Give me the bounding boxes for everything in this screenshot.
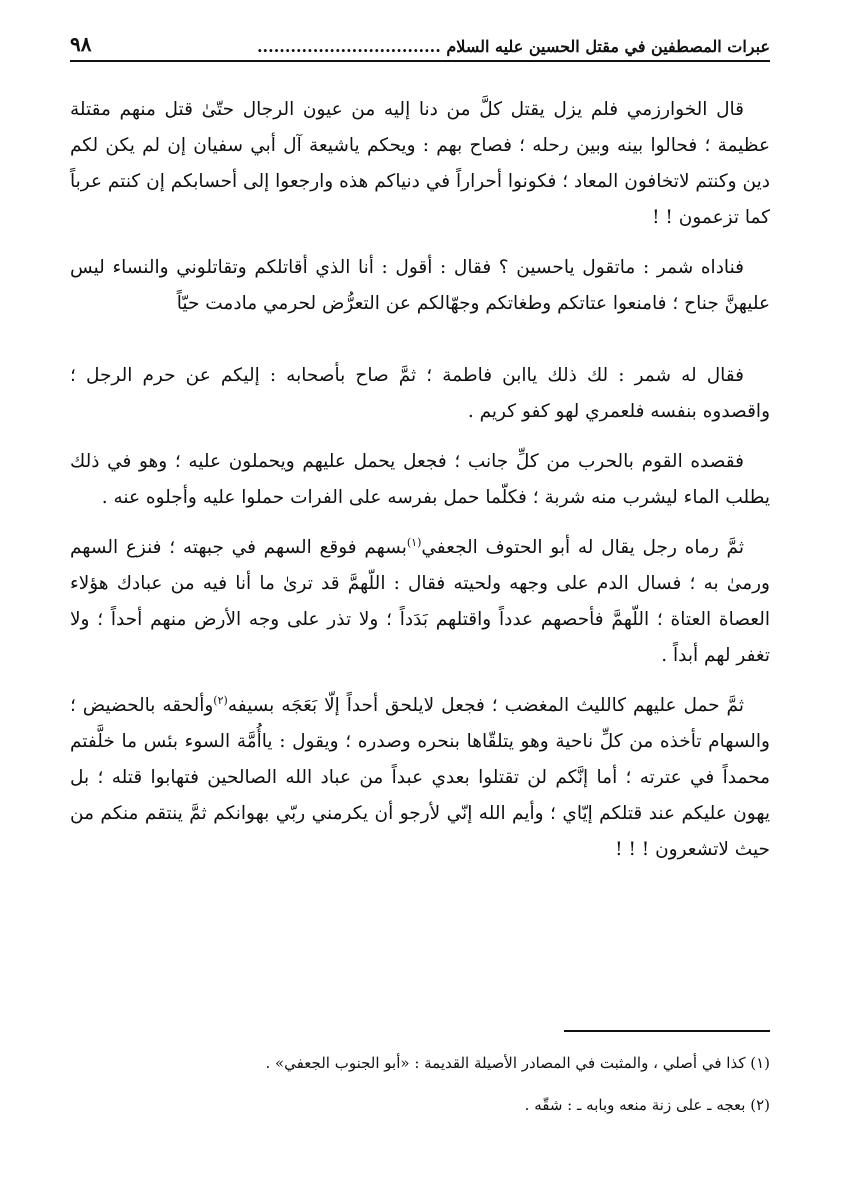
paragraph-text: ثمَّ رماه رجل يقال له أبو الحتوف الجعفي bbox=[421, 537, 744, 558]
footnote: (١) كذا في أصلي ، والمثبت في المصادر الأصيلة القديمة : «أبو الجنوب الجعفي» . bbox=[265, 1054, 770, 1072]
page-header bbox=[70, 22, 770, 62]
paragraph bbox=[70, 688, 770, 868]
footnote-marker[interactable]: (١) bbox=[406, 535, 422, 549]
paragraph: فناداه شمر : ماتقول ياحسين ؟ فقال : أقول : أنا الذي أقاتلكم وتقاتلوني والنساء ليس عليهنَّ جناح ؛ فامنعوا عتاتكم وطغاتكم وجهّالكم عن التعرُّض لحرمي مادمت حيّاً bbox=[70, 257, 770, 314]
paragraph bbox=[70, 530, 770, 674]
paragraph: فقال له شمر : لك ذلك ياابن فاطمة ؛ ثمَّ صاح بأصحابه : إليكم عن حرم الرجل ؛ واقصدوه بنفسه فلعمري لهو كفو كريم . bbox=[70, 365, 770, 422]
paragraph-text: وألحقه بالحضيض ؛ والسهام تأخذه من كلِّ ناحية وهو يتلقّاها بنحره وصدره ؛ ويقول : ياأُمَّة السوء بئس ما خلَّفتم محمداً في عترته ؛ أما إنَّكم لن تقتلوا بعدي عبداً من عباد الله الصالحين فتهابوا قتله ؛ بل يهون عليكم عند قتلكم إيّاي ؛ وأيم الله إنّي لأرجو أن يكرمني ربّي بهوانكم ثمَّ ينتقم منكم من حيث لاتشعرون ! ! ! bbox=[70, 695, 770, 860]
running-head: عبرات المصطفين في مقتل الحسين عليه السلام ................................. bbox=[256, 37, 770, 56]
paragraph: فقصده القوم بالحرب من كلِّ جانب ؛ فجعل يحمل عليهم ويحملون عليه ؛ وهو في ذلك يطلب الماء ليشرب منه شربة ؛ فكلّما حمل بفرسه على الفرات حملوا عليه وأجلوه عنه . bbox=[70, 451, 770, 508]
book-page bbox=[70, 22, 770, 1182]
footnote: (٢) بعجه ـ على زنة منعه وبابه ـ : شقّه . bbox=[524, 1096, 770, 1114]
paragraph: قال الخوارزمي فلم يزل يقتل كلَّ من دنا إليه من عيون الرجال حتّىٰ قتل منهم مقتلة عظيمة ؛ فحالوا بينه وبين رحله ؛ فصاح بهم : ويحكم ياشيعة آل أبي سفيان إن لم يكن لكم دين وكنتم لاتخافون المعاد ؛ فكونوا أحراراً في دنياكم هذه وارجعوا إلى أحسابكم إن كنتم عرباً كما تزعمون ! ! bbox=[70, 99, 770, 228]
footnotes bbox=[70, 1048, 770, 1132]
footnote-marker[interactable]: (٢) bbox=[213, 693, 228, 707]
page-number: ٩٨ bbox=[70, 32, 92, 56]
body-text bbox=[70, 92, 770, 868]
paragraph-text: ثمَّ حمل عليهم كالليث المغضب ؛ فجعل لايلحق أحداً إلّا بَعَجَه بسيفه bbox=[227, 695, 744, 716]
paragraph-text: بسهم فوقع السهم في جبهته ؛ فنزع السهم ورمىٰ به ؛ فسال الدم على وجهه ولحيته فقال : اللّهمَّ قد ترىٰ ما أنا فيه من عبادك هؤلاء العصاة العتاة ؛ اللّهمَّ فأحصهم عدداً واقتلهم بَدَداً ؛ ولا تذر على وجه الأرض منهم أحداً ؛ ولا تغفر لهم أبداً . bbox=[70, 537, 770, 666]
footnote-divider bbox=[564, 1030, 770, 1032]
